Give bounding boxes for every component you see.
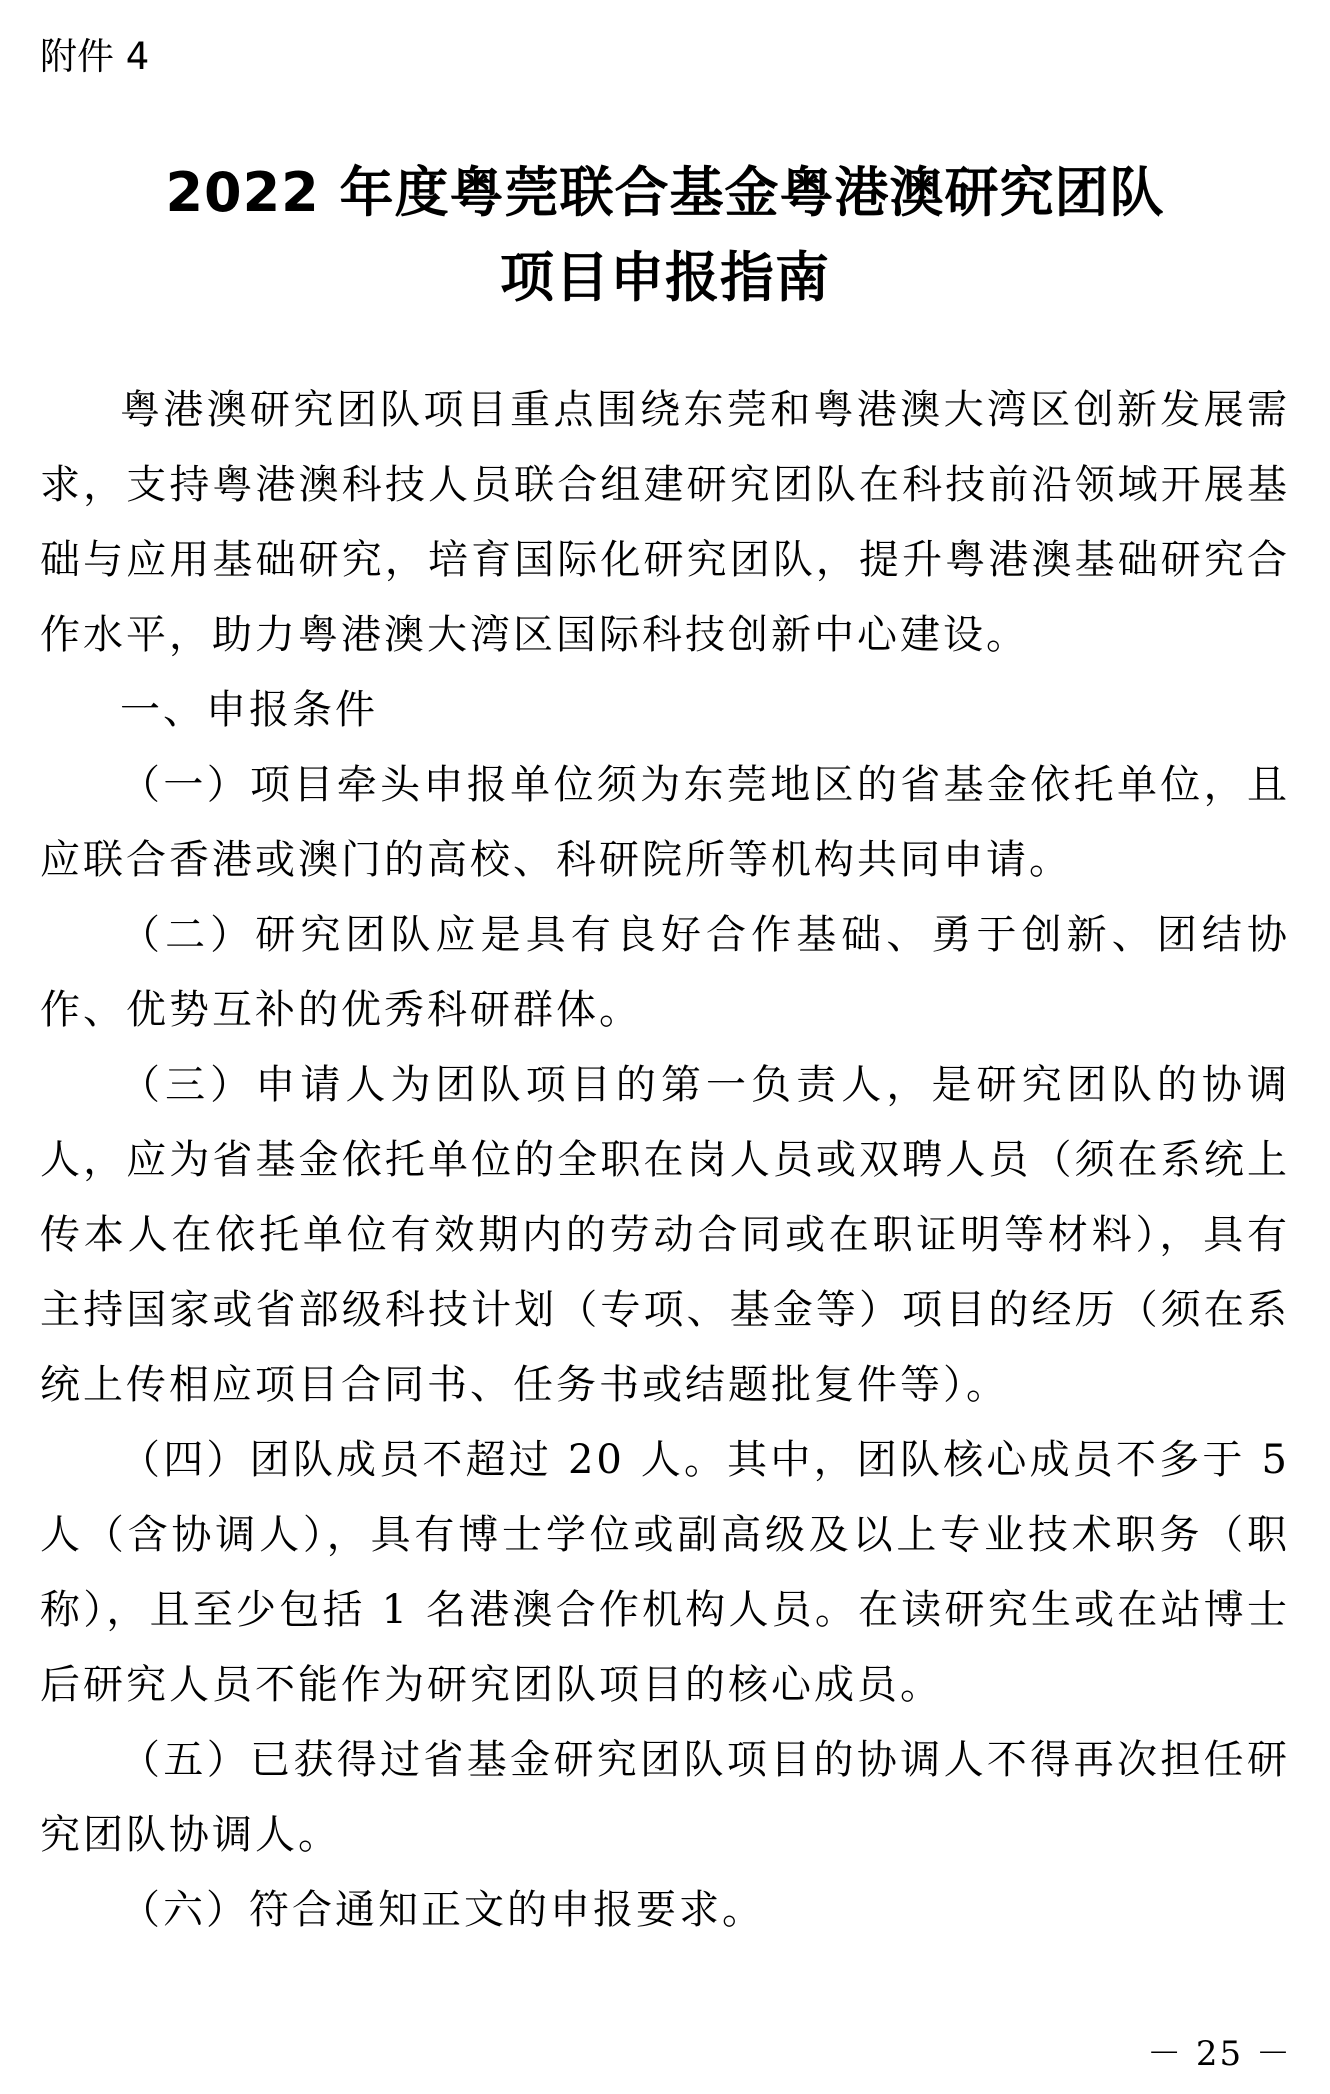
document-title-line-2: 项目申报指南 [500, 246, 830, 309]
section-heading-application-conditions: 一、申报条件 [120, 687, 378, 733]
condition-item-6: （六）符合通知正文的申报要求。 [120, 1887, 765, 1933]
page-number: － 25 － [1147, 2034, 1292, 2074]
attachment-label: 附件 4 [40, 35, 150, 78]
condition-item-2: （二）研究团队应是具有良好合作基础、勇于创新、团结协作、优势互补的优秀科研群体。 [40, 912, 1290, 1033]
condition-item-5: （五）已获得过省基金研究团队项目的协调人不得再次担任研究团队协调人。 [40, 1737, 1290, 1858]
document-body [40, 373, 1290, 1948]
condition-item-3: （三）申请人为团队项目的第一负责人，是研究团队的协调人，应为省基金依托单位的全职在岗人员或双聘人员（须在系统上传本人在依托单位有效期内的劳动合同或在职证明等材料），具有主持国家或省部级科技计划（专项、基金等）项目的经历（须在系统上传相应项目合同书、任务书或结题批复件等）。 [40, 1062, 1290, 1408]
condition-item-1: （一）项目牵头申报单位须为东莞地区的省基金依托单位，且应联合香港或澳门的高校、科研院所等机构共同申请。 [40, 762, 1290, 883]
intro-paragraph: 粤港澳研究团队项目重点围绕东莞和粤港澳大湾区创新发展需求，支持粤港澳科技人员联合组建研究团队在科技前沿领域开展基础与应用基础研究，培育国际化研究团队，提升粤港澳基础研究合作水平，助力粤港澳大湾区国际科技创新中心建设。 [40, 387, 1290, 658]
condition-item-4: （四）团队成员不超过 20 人。其中，团队核心成员不多于 5 人（含协调人），具有博士学位或副高级及以上专业技术职务（职称），且至少包括 1 名港澳合作机构人员。在读研究生或在站博士后研究人员不能作为研究团队项目的核心成员。 [40, 1437, 1290, 1708]
document-title-line-1: 2022 年度粤莞联合基金粤港澳研究团队 [165, 161, 1165, 224]
